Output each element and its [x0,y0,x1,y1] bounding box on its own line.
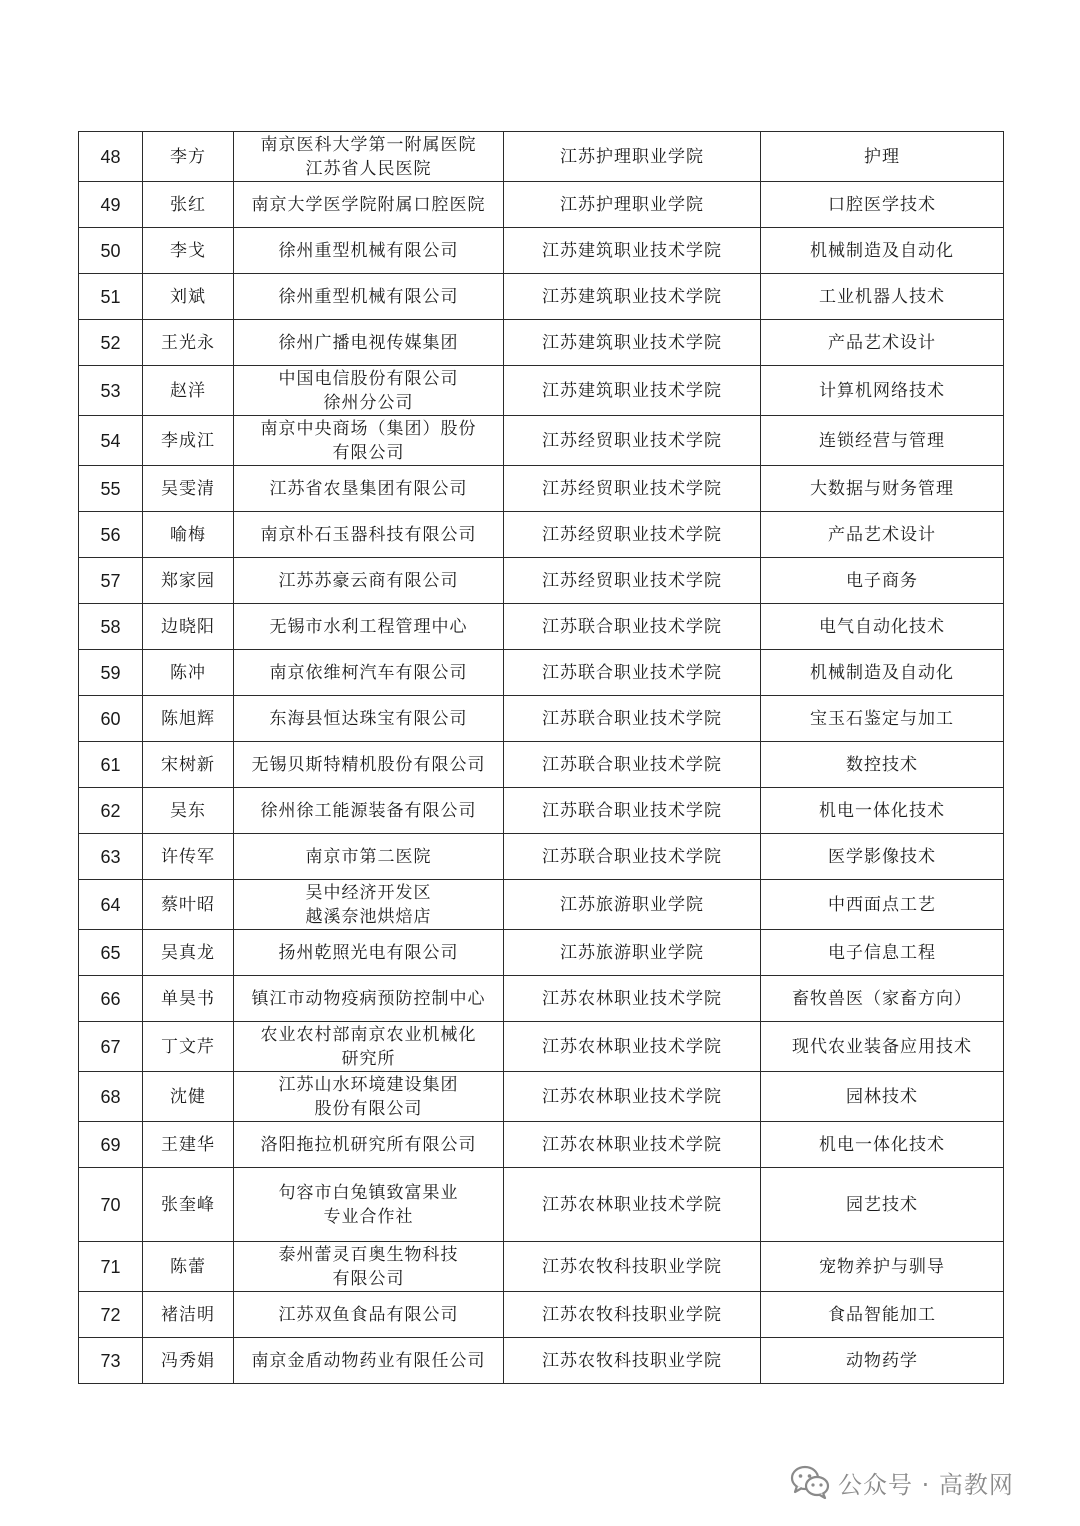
watermark-text: 公众号 · 高教网 [838,1470,1014,1499]
cell-college: 江苏经贸职业技术学院 [504,466,761,512]
cell-number: 72 [79,1292,143,1338]
cell-name: 吴东 [143,788,234,834]
cell-name: 赵洋 [143,366,234,416]
cell-major: 医学影像技术 [761,834,1004,880]
watermark [790,1462,1014,1502]
cell-employer: 镇江市动物疫病预防控制中心 [234,976,504,1022]
cell-number: 58 [79,604,143,650]
cell-major: 产品艺术设计 [761,512,1004,558]
cell-number: 63 [79,834,143,880]
cell-major: 大数据与财务管理 [761,466,1004,512]
table-row [79,1022,1004,1072]
cell-major: 宠物养护与驯导 [761,1242,1004,1292]
cell-name: 李戈 [143,228,234,274]
cell-number: 59 [79,650,143,696]
cell-number: 55 [79,466,143,512]
table-row [79,1338,1004,1384]
cell-major: 计算机网络技术 [761,366,1004,416]
cell-number: 60 [79,696,143,742]
cell-major: 园艺技术 [761,1168,1004,1242]
cell-college: 江苏经贸职业技术学院 [504,512,761,558]
cell-name: 陈冲 [143,650,234,696]
cell-college: 江苏农牧科技职业学院 [504,1242,761,1292]
roster-table [78,131,1004,1384]
table-row [79,976,1004,1022]
cell-major: 园林技术 [761,1072,1004,1122]
cell-employer: 吴中经济开发区 越溪奈池烘焙店 [234,880,504,930]
cell-employer: 南京市第二医院 [234,834,504,880]
cell-college: 江苏联合职业技术学院 [504,604,761,650]
cell-number: 64 [79,880,143,930]
cell-college: 江苏建筑职业技术学院 [504,366,761,416]
cell-employer: 江苏苏豪云商有限公司 [234,558,504,604]
cell-college: 江苏联合职业技术学院 [504,788,761,834]
cell-name: 陈蕾 [143,1242,234,1292]
cell-number: 52 [79,320,143,366]
cell-college: 江苏建筑职业技术学院 [504,228,761,274]
cell-major: 电气自动化技术 [761,604,1004,650]
table-row [79,466,1004,512]
cell-employer: 扬州乾照光电有限公司 [234,930,504,976]
cell-college: 江苏联合职业技术学院 [504,834,761,880]
cell-name: 喻梅 [143,512,234,558]
cell-college: 江苏联合职业技术学院 [504,742,761,788]
cell-name: 吴雯清 [143,466,234,512]
cell-college: 江苏护理职业学院 [504,182,761,228]
table-row [79,416,1004,466]
cell-major: 工业机器人技术 [761,274,1004,320]
cell-number: 70 [79,1168,143,1242]
cell-college: 江苏农牧科技职业学院 [504,1338,761,1384]
table-row [79,788,1004,834]
cell-name: 沈健 [143,1072,234,1122]
cell-employer: 南京朴石玉器科技有限公司 [234,512,504,558]
cell-employer: 无锡贝斯特精机股份有限公司 [234,742,504,788]
cell-employer: 南京中央商场（集团）股份 有限公司 [234,416,504,466]
cell-name: 褚洁明 [143,1292,234,1338]
table-row [79,132,1004,182]
cell-employer: 中国电信股份有限公司 徐州分公司 [234,366,504,416]
cell-college: 江苏农林职业技术学院 [504,1072,761,1122]
cell-college: 江苏经贸职业技术学院 [504,558,761,604]
cell-name: 许传军 [143,834,234,880]
cell-name: 张红 [143,182,234,228]
cell-employer: 江苏省农垦集团有限公司 [234,466,504,512]
cell-major: 宝玉石鉴定与加工 [761,696,1004,742]
cell-college: 江苏农林职业技术学院 [504,1168,761,1242]
cell-major: 动物药学 [761,1338,1004,1384]
cell-name: 冯秀娟 [143,1338,234,1384]
cell-number: 62 [79,788,143,834]
cell-name: 吴真龙 [143,930,234,976]
cell-number: 73 [79,1338,143,1384]
cell-number: 54 [79,416,143,466]
cell-name: 李方 [143,132,234,182]
cell-number: 51 [79,274,143,320]
cell-employer: 南京医科大学第一附属医院 江苏省人民医院 [234,132,504,182]
cell-name: 刘斌 [143,274,234,320]
cell-number: 48 [79,132,143,182]
cell-employer: 南京金盾动物药业有限任公司 [234,1338,504,1384]
cell-number: 66 [79,976,143,1022]
cell-number: 65 [79,930,143,976]
table-row [79,930,1004,976]
cell-employer: 泰州蕾灵百奥生物科技 有限公司 [234,1242,504,1292]
table-row [79,834,1004,880]
cell-name: 宋树新 [143,742,234,788]
document-sheet [78,131,1003,1384]
cell-major: 连锁经营与管理 [761,416,1004,466]
cell-employer: 农业农村部南京农业机械化 研究所 [234,1022,504,1072]
cell-college: 江苏农林职业技术学院 [504,1022,761,1072]
cell-number: 56 [79,512,143,558]
cell-major: 现代农业装备应用技术 [761,1022,1004,1072]
table-row [79,558,1004,604]
cell-number: 68 [79,1072,143,1122]
table-row [79,182,1004,228]
cell-college: 江苏农林职业技术学院 [504,1122,761,1168]
cell-number: 57 [79,558,143,604]
cell-employer: 东海县恒达珠宝有限公司 [234,696,504,742]
table-row [79,742,1004,788]
cell-employer: 无锡市水利工程管理中心 [234,604,504,650]
cell-employer: 南京依维柯汽车有限公司 [234,650,504,696]
cell-number: 50 [79,228,143,274]
cell-major: 数控技术 [761,742,1004,788]
cell-employer: 徐州重型机械有限公司 [234,228,504,274]
cell-major: 畜牧兽医（家畜方向） [761,976,1004,1022]
cell-name: 蔡叶昭 [143,880,234,930]
cell-number: 53 [79,366,143,416]
cell-major: 机械制造及自动化 [761,650,1004,696]
cell-employer: 江苏山水环境建设集团 股份有限公司 [234,1072,504,1122]
cell-name: 陈旭辉 [143,696,234,742]
cell-employer: 徐州重型机械有限公司 [234,274,504,320]
cell-name: 王建华 [143,1122,234,1168]
cell-college: 江苏建筑职业技术学院 [504,320,761,366]
cell-major: 产品艺术设计 [761,320,1004,366]
cell-number: 61 [79,742,143,788]
cell-number: 69 [79,1122,143,1168]
table-row [79,1168,1004,1242]
cell-employer: 徐州广播电视传媒集团 [234,320,504,366]
cell-employer: 徐州徐工能源装备有限公司 [234,788,504,834]
cell-name: 郑家园 [143,558,234,604]
cell-major: 食品智能加工 [761,1292,1004,1338]
cell-college: 江苏经贸职业技术学院 [504,416,761,466]
cell-major: 机电一体化技术 [761,1122,1004,1168]
table-row [79,1122,1004,1168]
table-row [79,1292,1004,1338]
table-row [79,880,1004,930]
cell-employer: 洛阳拖拉机研究所有限公司 [234,1122,504,1168]
table-row [79,512,1004,558]
cell-college: 江苏护理职业学院 [504,132,761,182]
table-row [79,650,1004,696]
cell-major: 机械制造及自动化 [761,228,1004,274]
cell-major: 电子信息工程 [761,930,1004,976]
cell-college: 江苏联合职业技术学院 [504,696,761,742]
cell-employer: 句容市白兔镇致富果业 专业合作社 [234,1168,504,1242]
cell-name: 李成江 [143,416,234,466]
cell-major: 中西面点工艺 [761,880,1004,930]
table-row [79,1242,1004,1292]
cell-number: 49 [79,182,143,228]
cell-college: 江苏旅游职业学院 [504,880,761,930]
cell-name: 张奎峰 [143,1168,234,1242]
table-row [79,366,1004,416]
table-row [79,228,1004,274]
table-row [79,604,1004,650]
cell-college: 江苏联合职业技术学院 [504,650,761,696]
cell-employer: 南京大学医学院附属口腔医院 [234,182,504,228]
cell-name: 王光永 [143,320,234,366]
cell-name: 单昊书 [143,976,234,1022]
cell-college: 江苏农林职业技术学院 [504,976,761,1022]
cell-number: 71 [79,1242,143,1292]
cell-major: 护理 [761,132,1004,182]
cell-name: 丁文芹 [143,1022,234,1072]
cell-number: 67 [79,1022,143,1072]
table-row [79,1072,1004,1122]
table-row [79,320,1004,366]
cell-major: 口腔医学技术 [761,182,1004,228]
table-row [79,696,1004,742]
cell-name: 边晓阳 [143,604,234,650]
roster-table-body [79,132,1004,1384]
wechat-icon [790,1465,830,1499]
cell-college: 江苏农牧科技职业学院 [504,1292,761,1338]
cell-employer: 江苏双鱼食品有限公司 [234,1292,504,1338]
cell-college: 江苏建筑职业技术学院 [504,274,761,320]
table-row [79,274,1004,320]
cell-major: 机电一体化技术 [761,788,1004,834]
cell-major: 电子商务 [761,558,1004,604]
cell-college: 江苏旅游职业学院 [504,930,761,976]
